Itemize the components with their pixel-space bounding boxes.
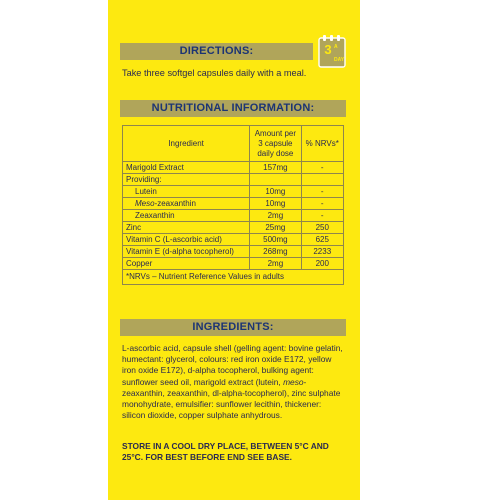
row-nrv: -: [301, 210, 343, 222]
ingredients-text: [122, 343, 344, 421]
directions-text: Take three softgel capsules daily with a meal.: [122, 68, 307, 78]
nutrition-table: [122, 125, 344, 285]
table-row: [123, 222, 344, 234]
row-nrv: 250: [301, 222, 343, 234]
table-row: [123, 246, 344, 258]
row-ingredient: Zinc: [123, 222, 250, 234]
ingredients-meso: meso: [283, 376, 304, 387]
row-nrv: 625: [301, 234, 343, 246]
header-nrv: % NRVs*: [301, 126, 343, 162]
table-row: [123, 186, 344, 198]
row-ingredient: Vitamin E (d-alpha tocopherol): [123, 246, 250, 258]
directions-heading: DIRECTIONS:: [120, 43, 313, 60]
row-nrv: -: [301, 186, 343, 198]
row-amount: 157mg: [250, 162, 301, 174]
table-row: [123, 258, 344, 270]
ingredients-part1: L-ascorbic acid, capsule shell (gelling agent: bovine gelatin, humectant: glycerol, colours: red iron oxide E172, yellow iron oxide E172), d-alpha tocopherol, bulking agent: sunflower seed oil, marigold extract (lutein,: [122, 343, 343, 387]
row-nrv: -: [301, 162, 343, 174]
row-ingredient: Providing:: [123, 174, 250, 186]
table-row: [123, 198, 344, 210]
row-amount: 10mg: [250, 198, 301, 210]
row-nrv: [301, 174, 343, 186]
table-header-row: [123, 126, 344, 162]
row-nrv: 2233: [301, 246, 343, 258]
row-amount: 2mg: [250, 210, 301, 222]
row-amount: 2mg: [250, 258, 301, 270]
nutrition-heading: NUTRITIONAL INFORMATION:: [120, 100, 346, 117]
row-nrv: -: [301, 198, 343, 210]
row-amount: 500mg: [250, 234, 301, 246]
row-amount: [250, 174, 301, 186]
storage-text: STORE IN A COOL DRY PLACE, BETWEEN 5°C AND 25°C. FOR BEST BEFORE END SEE BASE.: [122, 441, 329, 463]
table-row: [123, 210, 344, 222]
row-ingredient: Lutein: [123, 186, 250, 198]
table-footnote-row: [123, 270, 344, 285]
row-amount: 268mg: [250, 246, 301, 258]
table-footnote: *NRVs – Nutrient Reference Values in adults: [123, 270, 344, 285]
header-amount: Amount per 3 capsule daily dose: [250, 126, 301, 162]
row-ingredient: Vitamin C (L-ascorbic acid): [123, 234, 250, 246]
table-row: [123, 162, 344, 174]
row-ingredient-prefix: Meso: [135, 198, 155, 208]
row-amount: 10mg: [250, 186, 301, 198]
row-amount: 25mg: [250, 222, 301, 234]
calendar-day: DAY: [334, 57, 345, 63]
row-ingredient: Zeaxanthin: [123, 210, 250, 222]
header-ingredient: Ingredient: [123, 126, 250, 162]
table-row: [123, 174, 344, 186]
calendar-number: 3: [324, 42, 332, 57]
row-ingredient: Copper: [123, 258, 250, 270]
table-row: [123, 234, 344, 246]
ingredients-heading: INGREDIENTS:: [120, 319, 346, 336]
calendar-a: A: [334, 44, 338, 50]
ingredients-part2: -zeaxanthin, zeaxanthin, dl-alpha-tocopherol), zinc sulphate monohydrate, emulsifier: sunflower lecithin, thickener: silicon dioxide, copper sulphate anhydrous.: [122, 376, 341, 421]
row-ingredient: Marigold Extract: [123, 162, 250, 174]
row-ingredient: [123, 198, 250, 210]
row-ingredient-suffix: -zeaxanthin: [154, 198, 196, 208]
row-nrv: 200: [301, 258, 343, 270]
